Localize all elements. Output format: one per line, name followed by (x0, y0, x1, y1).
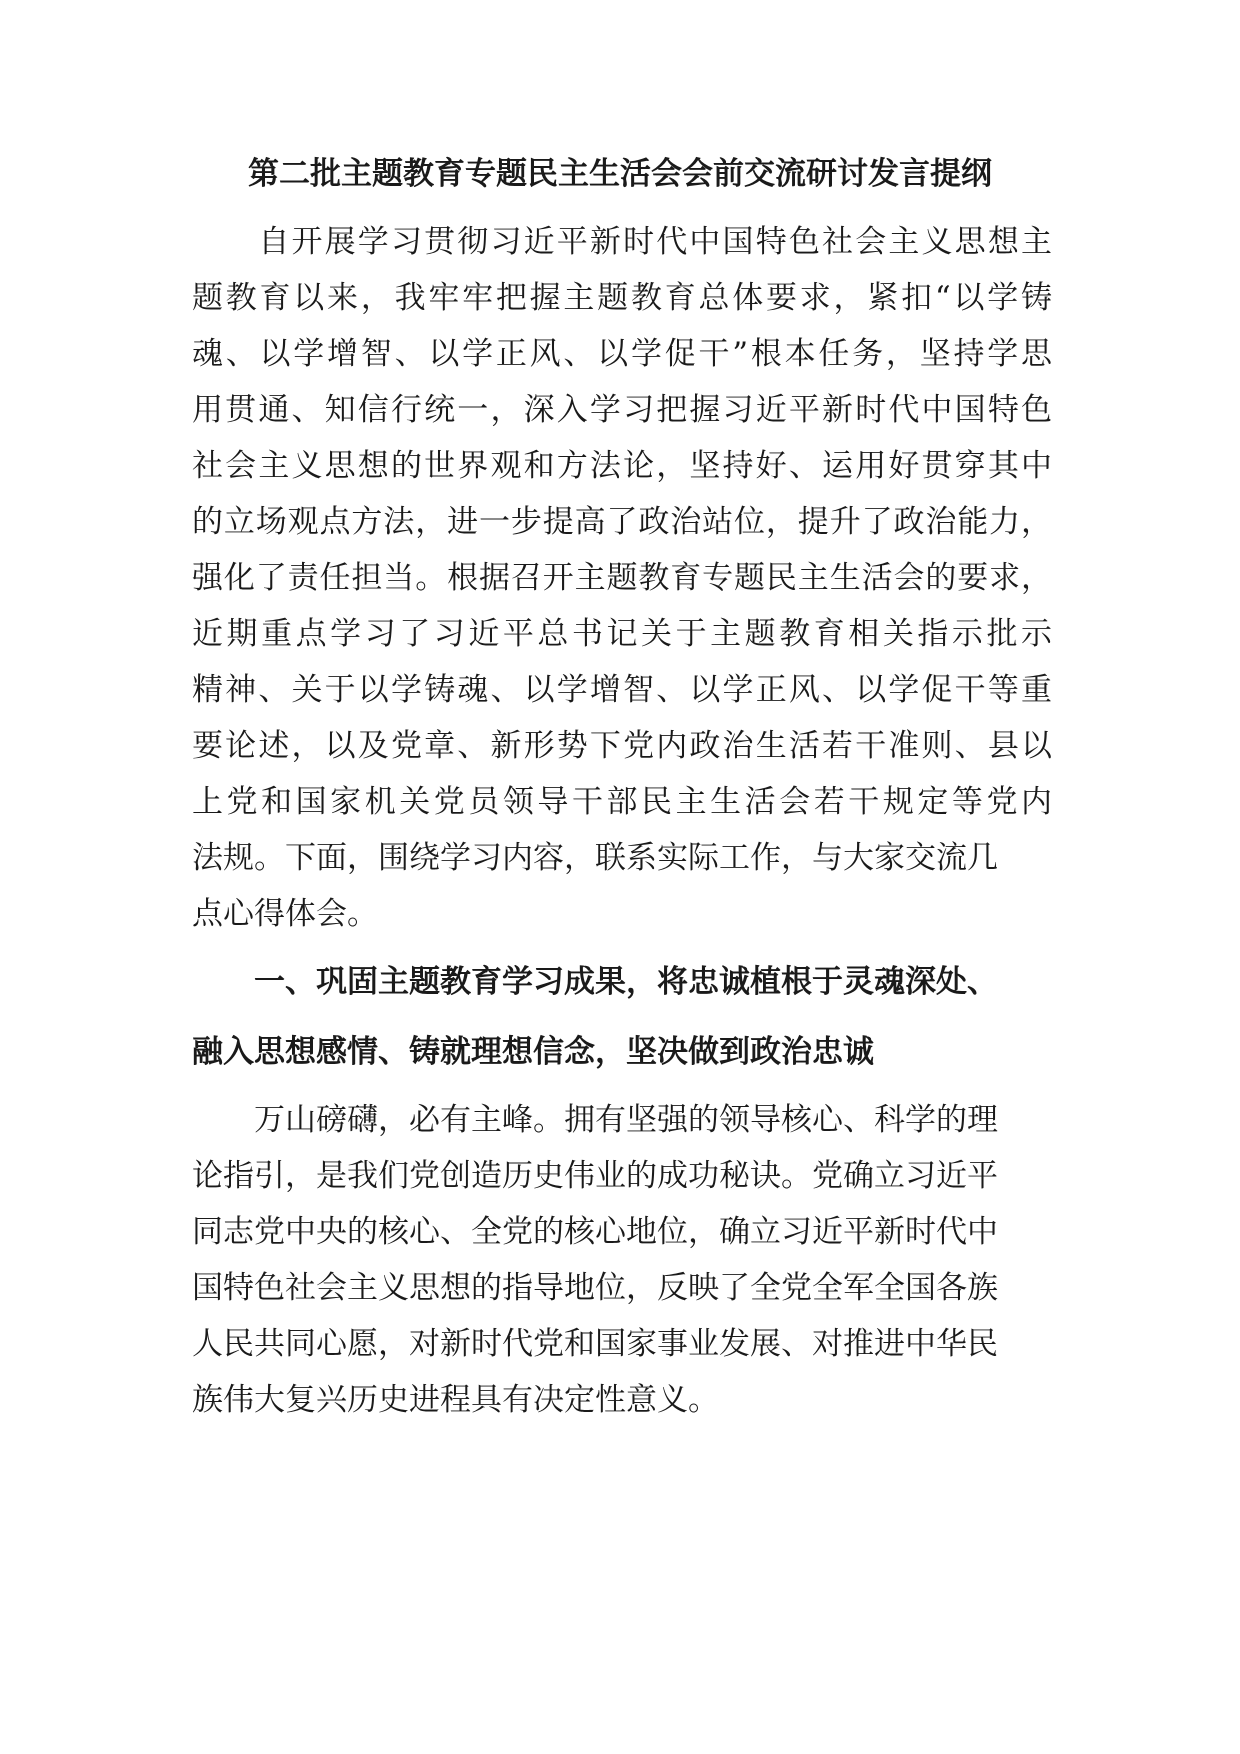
intro-line: 点心得体会。 (192, 896, 378, 932)
intro-line: 强化了责任担当。根据召开主题教育专题民主生活会的要求， (192, 560, 1052, 596)
intro-line: 上党和国家机关党员领导干部民主生活会若干规定等党内 (192, 784, 1052, 820)
document-title: 第二批主题教育专题民主生活会会前交流研讨发言提纲 (248, 156, 992, 192)
intro-line: 魂、以学增智、以学正风、以学促干”根本任务，坚持学思 (192, 336, 1052, 372)
intro-line: 精神、关于以学铸魂、以学增智、以学正风、以学促干等重 (192, 672, 1052, 708)
section-paragraph-line: 族伟大复兴历史进程具有决定性意义。 (192, 1382, 719, 1418)
intro-line: 社会主义思想的世界观和方法论，坚持好、运用好贯穿其中 (192, 448, 1052, 484)
intro-line: 自开展学习贯彻习近平新时代中国特色社会主义思想主 (192, 224, 1052, 260)
section-paragraph-line: 万山磅礴，必有主峰。拥有坚强的领导核心、科学的理 (192, 1102, 998, 1138)
section-paragraph-line: 论指引，是我们党创造历史伟业的成功秘诀。党确立习近平 (192, 1158, 998, 1194)
intro-line: 要论述，以及党章、新形势下党内政治生活若干准则、县以 (192, 728, 1052, 764)
section-heading-line: 一、巩固主题教育学习成果，将忠诚植根于灵魂深处、 (192, 964, 998, 1000)
intro-line: 近期重点学习了习近平总书记关于主题教育相关指示批示 (192, 616, 1052, 652)
section-paragraph-line: 国特色社会主义思想的指导地位，反映了全党全军全国各族 (192, 1270, 998, 1306)
intro-line: 法规。下面，围绕学习内容，联系实际工作，与大家交流几 (192, 840, 998, 876)
intro-line: 用贯通、知信行统一，深入学习把握习近平新时代中国特色 (192, 392, 1052, 428)
intro-line: 的立场观点方法，进一步提高了政治站位，提升了政治能力， (192, 504, 1052, 540)
section-paragraph-line: 同志党中央的核心、全党的核心地位，确立习近平新时代中 (192, 1214, 998, 1250)
section-paragraph-line: 人民共同心愿，对新时代党和国家事业发展、对推进中华民 (192, 1326, 998, 1362)
section-heading-line: 融入思想感情、铸就理想信念，坚决做到政治忠诚 (192, 1034, 874, 1070)
intro-line: 题教育以来，我牢牢把握主题教育总体要求，紧扣“以学铸 (192, 280, 1052, 316)
